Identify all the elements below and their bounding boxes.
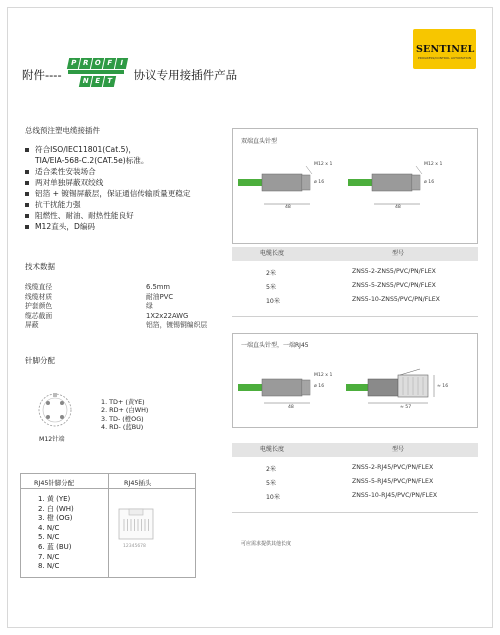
logo-letter: N [78,76,91,87]
table1-length: 5米 [266,284,277,291]
single-end-rj45-drawing [238,365,474,415]
logo-letter: O [90,58,103,69]
spec-key: 屏蔽 [25,321,39,329]
rj45-col-title-plug: RJ45插头 [124,479,152,487]
spec-value: 绿 [146,302,153,310]
dim-thread-c: M12 x 1 [314,373,333,378]
logo-letter: T [102,76,115,87]
table1-length: 10米 [266,298,281,305]
section-title-techdata: 技术数据 [25,262,55,271]
profinet-logo [68,58,124,92]
feature-item: 阻燃性、耐油、耐热性能良好 [25,210,190,221]
header-suffix: 协议专用接插件产品 [133,68,238,82]
header-title [22,58,237,92]
table1-bottom-rule [232,316,478,317]
rj45-pin-item: 5. N/C [38,533,60,542]
sentinel-brand: SENTINEL [416,44,475,55]
table1-col-model: 型号 [392,250,405,257]
logo-letter: I [114,58,127,69]
spec-key: 缆芯截面 [25,311,53,320]
rj45-plug-label: 12345678 [123,544,146,549]
rj45-plug-icon [117,507,155,541]
dim-len-c: 48 [288,405,294,410]
pin-item: 1. TD+ (黄YE) [101,398,145,406]
rj45-pin-item: 3. 橙 (OG) [38,514,73,523]
connector-a [238,166,312,204]
sentinel-tagline: PROGRESS/CONTROL AUTOMATION [417,56,472,60]
feature-item: 适合柔性安装场合 [25,166,190,177]
spec-value: 6.5mm [146,283,171,291]
table1-length: 2米 [266,270,277,277]
dim-thread-a: M12 x 1 [314,162,333,167]
feature-item: TIA/EIA-568-C.2(CAT.5e)标准。 [35,156,149,165]
pin-item: 3. TD- (橙OG) [101,414,144,423]
dim-dia-a: ø 16 [314,180,325,185]
logo-letter: E [90,76,103,87]
section-title-pins: 针脚分配 [25,356,55,365]
table2-bottom-rule [232,512,478,513]
spec-keys [25,283,52,331]
drawing-title-single-end: 一端直头针型，一端RJ45 [241,342,309,349]
pin-item: 2. RD+ (白WH) [101,406,149,415]
sentinel-logo [413,29,476,69]
feature-list [25,144,190,232]
spec-values [146,283,207,331]
rj45-pin-item: 4. N/C [38,523,60,532]
table1-model: ZNS5-5-ZNS5/PVC/PN/FLEX [352,282,436,289]
rj45-pin-list [38,495,74,572]
table1-col-length: 电缆长度 [260,250,285,257]
rj45-pin-item: 6. 蓝 (BU) [38,542,72,551]
connector-b [348,166,422,204]
m12-connector [238,379,310,403]
logo-letter: P [66,58,79,69]
dim-dia-c: ø 16 [314,384,325,389]
table2-length: 2米 [266,466,277,473]
profinet-logo-top [68,58,128,69]
rj45-pin-item: 7. N/C [38,552,60,561]
table2-model: ZNS5-5-RJ45/PVC/PN/FLEX [352,478,434,485]
length-note: 可应需求提供其他长度 [241,541,292,547]
feature-item: 铝箔 + 镀锡屏蔽层，保证通信传输质量更稳定 [25,188,190,199]
rj45-col-title-pins: RJ45针脚分配 [34,479,75,487]
feature-item: M12直头，D编码 [25,221,190,232]
table2-model: ZNS5-2-RJ45/PVC/PN/FLEX [352,464,434,471]
logo-letter: F [102,58,115,69]
section-title-cable: 总线预注塑电缆接插件 [25,126,100,135]
dim-thread-b: M12 x 1 [424,162,443,167]
logo-letter: R [78,58,91,69]
spec-value: 1X2x22AWG [146,311,189,320]
table2-length: 5米 [266,480,277,487]
spec-key: 线缆材质 [25,292,53,301]
m12-caption: M12针端 [39,436,65,443]
table2-col-length: 电缆长度 [260,446,285,453]
pin-item: 4. RD- (蓝BU) [101,422,144,431]
dim-len-b: 48 [395,205,401,210]
dim-rj-length: ≈ 57 [400,405,412,410]
dim-len-a: 48 [285,205,291,210]
m12-pin-diagram [37,392,73,428]
drawing-title-double-end: 双端直头针型 [241,138,278,145]
table2-model: ZNS5-10-RJ45/PVC/PN/FLEX [352,492,438,499]
rj45-table-header-line [20,488,196,489]
table2-col-model: 型号 [392,446,405,453]
profinet-logo-stripe [68,70,124,74]
spec-value: 铝箔，镀锡铜编织层 [146,321,208,329]
rj45-pin-item: 8. N/C [38,562,60,571]
dim-dia-b: ø 16 [424,180,435,185]
spec-key: 护套颜色 [25,302,53,310]
table1-model: ZNS5-2-ZNS5/PVC/PN/FLEX [352,268,436,275]
double-end-connector-drawing [238,160,474,210]
dim-rj-height: ≈ 16 [437,384,449,389]
rj45-pin-item: 1. 黄 (YE) [38,495,71,503]
table1-model: ZNS5-10-ZNS5/PVC/PN/FLEX [352,296,440,303]
profinet-logo-bottom [80,76,116,87]
m12-pin-list [101,398,148,431]
table1-header [232,247,478,261]
feature-item: 符合ISO/IEC11801(Cat.5)， [25,144,190,155]
table2-header [232,443,478,457]
header-prefix: 附件---- [22,68,62,82]
feature-item: 两对单独屏蔽双绞线 [25,177,190,188]
table2-length: 10米 [266,494,281,501]
rj45-pin-item: 2. 白 (WH) [38,504,74,513]
spec-value: 耐油PVC [146,292,174,301]
spec-key: 线缆直径 [25,283,53,291]
rj45-connector [346,369,434,403]
feature-item: 抗干扰能力强 [25,199,190,210]
